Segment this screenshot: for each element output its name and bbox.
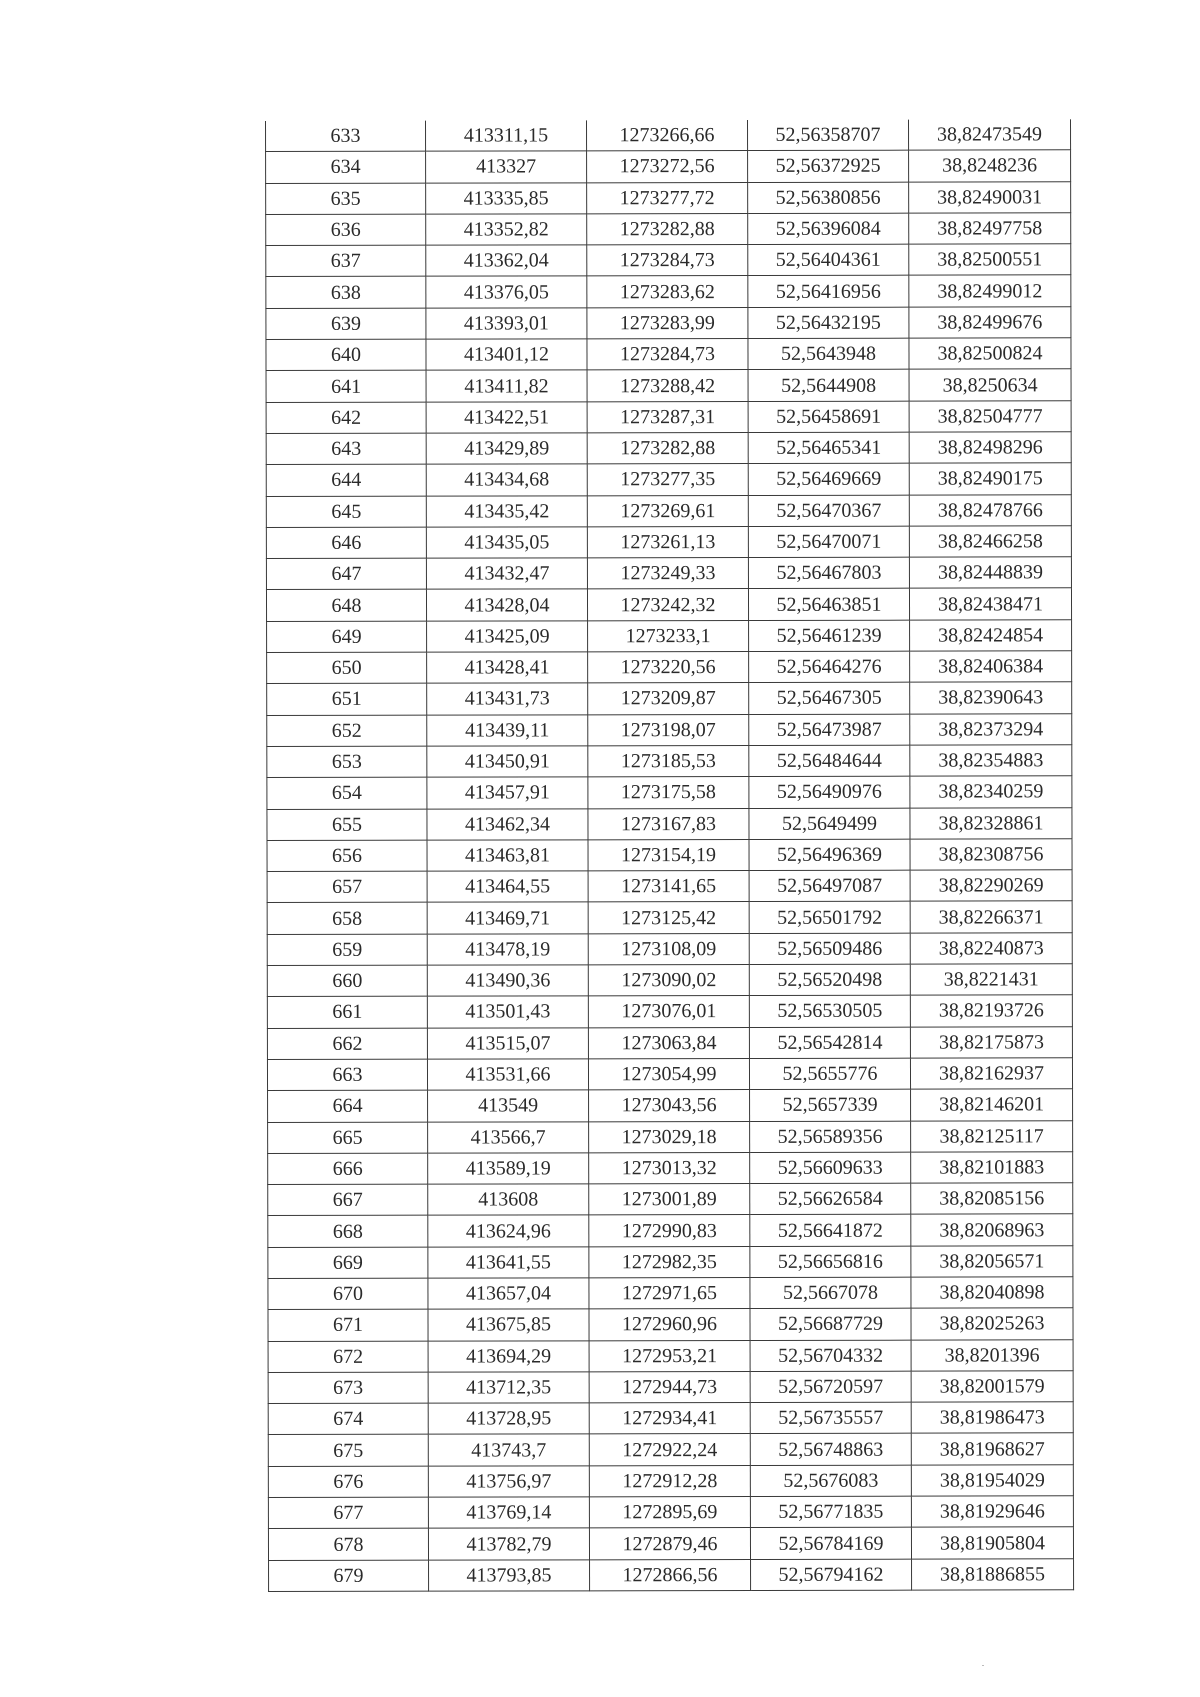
point-number-cell: 644 <box>266 464 426 496</box>
point-number-cell: 643 <box>266 433 426 465</box>
latitude-cell: 52,56432195 <box>748 307 909 339</box>
coordinates-table-page <box>265 119 1073 1592</box>
x-coordinate-cell: 413469,71 <box>427 902 588 934</box>
coordinates-table <box>265 119 1074 1592</box>
x-coordinate-cell: 413457,91 <box>427 777 588 809</box>
x-coordinate-cell: 413712,35 <box>428 1372 589 1404</box>
point-number-cell: 639 <box>266 308 426 340</box>
point-number-cell: 676 <box>268 1466 428 1498</box>
y-coordinate-cell: 1273242,32 <box>587 589 748 621</box>
longitude-cell: 38,82490175 <box>909 463 1071 495</box>
x-coordinate-cell: 413428,41 <box>427 652 588 684</box>
table-row <box>268 1465 1073 1498</box>
longitude-cell: 38,82424854 <box>910 620 1072 652</box>
longitude-cell: 38,82499676 <box>909 307 1071 339</box>
longitude-cell: 38,82290269 <box>910 870 1072 902</box>
point-number-cell: 673 <box>268 1372 428 1404</box>
x-coordinate-cell: 413422,51 <box>426 401 587 433</box>
point-number-cell: 674 <box>268 1403 428 1435</box>
point-number-cell: 636 <box>266 214 426 246</box>
longitude-cell: 38,82266371 <box>910 901 1072 933</box>
y-coordinate-cell: 1273185,53 <box>588 745 749 777</box>
longitude-cell: 38,82390643 <box>910 682 1072 714</box>
longitude-cell: 38,82085156 <box>911 1183 1073 1215</box>
latitude-cell: 52,56470367 <box>748 495 909 527</box>
longitude-cell: 38,82504777 <box>909 400 1071 432</box>
table-row <box>267 933 1072 966</box>
point-number-cell: 650 <box>267 652 427 684</box>
x-coordinate-cell: 413501,43 <box>427 996 588 1028</box>
longitude-cell: 38,82500824 <box>909 338 1071 370</box>
point-number-cell: 634 <box>266 151 426 183</box>
table-row <box>268 1214 1073 1247</box>
longitude-cell: 38,8221431 <box>910 964 1072 996</box>
latitude-cell: 52,56467803 <box>748 557 909 589</box>
longitude-cell: 38,82040898 <box>911 1277 1073 1309</box>
y-coordinate-cell: 1273288,42 <box>587 370 748 402</box>
table-row <box>267 870 1072 903</box>
latitude-cell: 52,5676083 <box>750 1465 911 1497</box>
latitude-cell: 52,5657339 <box>750 1089 911 1121</box>
longitude-cell: 38,82490031 <box>909 181 1071 213</box>
latitude-cell: 52,56735557 <box>750 1402 911 1434</box>
x-coordinate-cell: 413464,55 <box>427 871 588 903</box>
table-row <box>266 369 1071 402</box>
latitude-cell: 52,56497087 <box>749 870 910 902</box>
table-row <box>266 244 1071 277</box>
x-coordinate-cell: 413694,29 <box>428 1340 589 1372</box>
latitude-cell: 52,56461239 <box>749 620 910 652</box>
x-coordinate-cell: 413431,73 <box>427 683 588 715</box>
x-coordinate-cell: 413434,68 <box>426 464 587 496</box>
y-coordinate-cell: 1272960,96 <box>589 1309 750 1341</box>
longitude-cell: 38,82068963 <box>911 1214 1073 1246</box>
coordinates-table-body <box>266 119 1074 1591</box>
y-coordinate-cell: 1273141,65 <box>588 871 749 903</box>
table-row <box>268 1433 1073 1466</box>
y-coordinate-cell: 1273269,61 <box>587 495 748 527</box>
x-coordinate-cell: 413782,79 <box>428 1528 589 1560</box>
point-number-cell: 658 <box>267 903 427 935</box>
x-coordinate-cell: 413462,34 <box>427 808 588 840</box>
longitude-cell: 38,82101883 <box>911 1152 1073 1184</box>
latitude-cell: 52,56358707 <box>747 120 908 151</box>
latitude-cell: 52,56464276 <box>749 651 910 683</box>
longitude-cell: 38,8250634 <box>909 369 1071 401</box>
y-coordinate-cell: 1273125,42 <box>588 902 749 934</box>
longitude-cell: 38,82478766 <box>909 494 1071 526</box>
table-row <box>268 1402 1073 1435</box>
x-coordinate-cell: 413490,36 <box>427 965 588 997</box>
latitude-cell: 52,56784169 <box>750 1528 911 1560</box>
y-coordinate-cell: 1273209,87 <box>588 683 749 715</box>
point-number-cell: 635 <box>266 183 426 215</box>
table-row <box>267 1058 1072 1091</box>
x-coordinate-cell: 413756,97 <box>428 1466 589 1498</box>
y-coordinate-cell: 1273277,35 <box>587 464 748 496</box>
latitude-cell: 52,56470071 <box>748 526 909 558</box>
y-coordinate-cell: 1273054,99 <box>588 1058 749 1090</box>
y-coordinate-cell: 1272922,24 <box>589 1434 750 1466</box>
latitude-cell: 52,56490976 <box>749 776 910 808</box>
y-coordinate-cell: 1273013,32 <box>589 1152 750 1184</box>
longitude-cell: 38,82448839 <box>909 557 1071 589</box>
y-coordinate-cell: 1273283,99 <box>587 307 748 339</box>
point-number-cell: 657 <box>267 871 427 903</box>
point-number-cell: 672 <box>268 1341 428 1373</box>
point-number-cell: 638 <box>266 277 426 309</box>
longitude-cell: 38,82497758 <box>909 213 1071 245</box>
x-coordinate-cell: 413435,42 <box>426 495 587 527</box>
longitude-cell: 38,82025263 <box>911 1308 1073 1340</box>
y-coordinate-cell: 1272982,35 <box>589 1246 750 1278</box>
point-number-cell: 641 <box>266 371 426 403</box>
x-coordinate-cell: 413411,82 <box>426 370 587 402</box>
latitude-cell: 52,56609633 <box>750 1152 911 1184</box>
latitude-cell: 52,56794162 <box>751 1559 912 1591</box>
latitude-cell: 52,56496369 <box>749 839 910 871</box>
point-number-cell: 663 <box>267 1059 427 1091</box>
point-number-cell: 647 <box>266 558 426 590</box>
table-row <box>266 494 1071 527</box>
latitude-cell: 52,56473987 <box>749 714 910 746</box>
x-coordinate-cell: 413728,95 <box>428 1403 589 1435</box>
point-number-cell: 648 <box>266 590 426 622</box>
y-coordinate-cell: 1272866,56 <box>590 1559 751 1591</box>
x-coordinate-cell: 413515,07 <box>427 1027 588 1059</box>
point-number-cell: 652 <box>267 715 427 747</box>
latitude-cell: 52,56380856 <box>748 182 909 214</box>
latitude-cell: 52,56396084 <box>748 213 909 245</box>
point-number-cell: 677 <box>268 1497 428 1529</box>
longitude-cell: 38,81986473 <box>911 1402 1073 1434</box>
y-coordinate-cell: 1273272,56 <box>587 151 748 183</box>
latitude-cell: 52,56467305 <box>749 682 910 714</box>
latitude-cell: 52,56372925 <box>748 150 909 182</box>
x-coordinate-cell: 413352,82 <box>426 214 587 246</box>
x-coordinate-cell: 413589,19 <box>428 1153 589 1185</box>
longitude-cell: 38,82328861 <box>910 807 1072 839</box>
latitude-cell: 52,56748863 <box>750 1434 911 1466</box>
longitude-cell: 38,82499012 <box>909 275 1071 307</box>
y-coordinate-cell: 1273001,89 <box>589 1184 750 1216</box>
x-coordinate-cell: 413401,12 <box>426 339 587 371</box>
point-number-cell: 659 <box>267 934 427 966</box>
y-coordinate-cell: 1273090,02 <box>588 965 749 997</box>
y-coordinate-cell: 1272990,83 <box>589 1215 750 1247</box>
y-coordinate-cell: 1273233,1 <box>588 620 749 652</box>
table-row <box>267 651 1072 684</box>
y-coordinate-cell: 1273282,88 <box>587 432 748 464</box>
y-coordinate-cell: 1273220,56 <box>588 652 749 684</box>
x-coordinate-cell: 413429,89 <box>426 433 587 465</box>
longitude-cell: 38,82308756 <box>910 839 1072 871</box>
longitude-cell: 38,81886855 <box>912 1558 1074 1590</box>
table-row <box>268 1496 1073 1529</box>
x-coordinate-cell: 413432,47 <box>426 558 587 590</box>
longitude-cell: 38,8248236 <box>909 150 1071 182</box>
y-coordinate-cell: 1273043,56 <box>589 1090 750 1122</box>
point-number-cell: 662 <box>267 1028 427 1060</box>
latitude-cell: 52,56641872 <box>750 1215 911 1247</box>
y-coordinate-cell: 1273063,84 <box>588 1027 749 1059</box>
latitude-cell: 52,56542814 <box>749 1027 910 1059</box>
latitude-cell: 52,56530505 <box>749 995 910 1027</box>
point-number-cell: 653 <box>267 746 427 778</box>
point-number-cell: 640 <box>266 339 426 371</box>
table-row <box>268 1089 1073 1122</box>
point-number-cell: 667 <box>268 1184 428 1216</box>
x-coordinate-cell: 413531,66 <box>427 1059 588 1091</box>
longitude-cell: 38,82240873 <box>910 933 1072 965</box>
x-coordinate-cell: 413450,91 <box>427 746 588 778</box>
x-coordinate-cell: 413376,05 <box>426 276 587 308</box>
latitude-cell: 52,56520498 <box>749 964 910 996</box>
latitude-cell: 52,56416956 <box>748 276 909 308</box>
latitude-cell: 52,56771835 <box>750 1496 911 1528</box>
y-coordinate-cell: 1273283,62 <box>587 276 748 308</box>
y-coordinate-cell: 1272879,46 <box>589 1528 750 1560</box>
x-coordinate-cell: 413657,04 <box>428 1278 589 1310</box>
table-row <box>269 1558 1074 1591</box>
longitude-cell: 38,82162937 <box>910 1058 1072 1090</box>
point-number-cell: 666 <box>268 1153 428 1185</box>
point-number-cell: 660 <box>267 965 427 997</box>
table-row <box>267 620 1072 653</box>
y-coordinate-cell: 1273108,09 <box>588 933 749 965</box>
table-row <box>268 1152 1073 1185</box>
x-coordinate-cell: 413608 <box>428 1184 589 1216</box>
table-row <box>266 432 1071 465</box>
latitude-cell: 52,5649499 <box>749 808 910 840</box>
y-coordinate-cell: 1273277,72 <box>587 182 748 214</box>
y-coordinate-cell: 1272934,41 <box>589 1403 750 1435</box>
longitude-cell: 38,82498296 <box>909 432 1071 464</box>
point-number-cell: 645 <box>266 496 426 528</box>
table-row <box>267 995 1072 1028</box>
point-number-cell: 669 <box>268 1247 428 1279</box>
longitude-cell: 38,82406384 <box>910 651 1072 683</box>
point-number-cell: 671 <box>268 1309 428 1341</box>
latitude-cell: 52,56484644 <box>749 745 910 777</box>
x-coordinate-cell: 413675,85 <box>428 1309 589 1341</box>
y-coordinate-cell: 1273076,01 <box>588 996 749 1028</box>
longitude-cell: 38,81929646 <box>911 1496 1073 1528</box>
table-row <box>266 526 1071 559</box>
x-coordinate-cell: 413549 <box>428 1090 589 1122</box>
latitude-cell: 52,5655776 <box>749 1058 910 1090</box>
y-coordinate-cell: 1273284,73 <box>587 245 748 277</box>
y-coordinate-cell: 1273261,13 <box>587 526 748 558</box>
point-number-cell: 649 <box>267 621 427 653</box>
table-row <box>267 682 1072 715</box>
y-coordinate-cell: 1273198,07 <box>588 714 749 746</box>
point-number-cell: 665 <box>268 1122 428 1154</box>
latitude-cell: 52,56656816 <box>750 1246 911 1278</box>
point-number-cell: 642 <box>266 402 426 434</box>
y-coordinate-cell: 1273287,31 <box>587 401 748 433</box>
table-row <box>267 839 1072 872</box>
table-row <box>267 713 1072 746</box>
scan-speck <box>982 1665 984 1666</box>
table-row <box>266 213 1071 246</box>
y-coordinate-cell: 1273154,19 <box>588 839 749 871</box>
y-coordinate-cell: 1273282,88 <box>587 213 748 245</box>
table-row <box>266 181 1071 214</box>
y-coordinate-cell: 1272953,21 <box>589 1340 750 1372</box>
latitude-cell: 52,5644908 <box>748 370 909 402</box>
point-number-cell: 661 <box>267 996 427 1028</box>
longitude-cell: 38,82001579 <box>911 1371 1073 1403</box>
latitude-cell: 52,56626584 <box>750 1183 911 1215</box>
table-row <box>266 275 1071 308</box>
y-coordinate-cell: 1273266,66 <box>586 120 747 151</box>
latitude-cell: 52,56501792 <box>749 902 910 934</box>
latitude-cell: 52,56463851 <box>748 589 909 621</box>
longitude-cell: 38,82125117 <box>911 1120 1073 1152</box>
x-coordinate-cell: 413362,04 <box>426 245 587 277</box>
longitude-cell: 38,82193726 <box>910 995 1072 1027</box>
point-number-cell: 637 <box>266 245 426 277</box>
table-row <box>268 1371 1073 1404</box>
point-number-cell: 675 <box>268 1435 428 1467</box>
longitude-cell: 38,82175873 <box>910 1026 1072 1058</box>
longitude-cell: 38,82466258 <box>909 526 1071 558</box>
longitude-cell: 38,8201396 <box>911 1339 1073 1371</box>
longitude-cell: 38,82373294 <box>910 713 1072 745</box>
table-row <box>267 1026 1072 1059</box>
table-row <box>266 557 1071 590</box>
x-coordinate-cell: 413393,01 <box>426 308 587 340</box>
y-coordinate-cell: 1272944,73 <box>589 1371 750 1403</box>
x-coordinate-cell: 413425,09 <box>427 621 588 653</box>
x-coordinate-cell: 413566,7 <box>428 1121 589 1153</box>
x-coordinate-cell: 413478,19 <box>427 934 588 966</box>
table-row <box>268 1527 1073 1560</box>
longitude-cell: 38,82354883 <box>910 745 1072 777</box>
y-coordinate-cell: 1273249,33 <box>587 558 748 590</box>
point-number-cell: 633 <box>266 121 426 152</box>
latitude-cell: 52,56465341 <box>748 432 909 464</box>
x-coordinate-cell: 413435,05 <box>426 527 587 559</box>
y-coordinate-cell: 1272895,69 <box>589 1497 750 1529</box>
x-coordinate-cell: 413439,11 <box>427 714 588 746</box>
longitude-cell: 38,81905804 <box>911 1527 1073 1559</box>
longitude-cell: 38,82056571 <box>911 1245 1073 1277</box>
latitude-cell: 52,56704332 <box>750 1340 911 1372</box>
table-row <box>267 776 1072 809</box>
x-coordinate-cell: 413335,85 <box>426 182 587 214</box>
latitude-cell: 52,5667078 <box>750 1277 911 1309</box>
x-coordinate-cell: 413641,55 <box>428 1247 589 1279</box>
table-row <box>268 1183 1073 1216</box>
x-coordinate-cell: 413327 <box>426 151 587 183</box>
point-number-cell: 668 <box>268 1216 428 1248</box>
x-coordinate-cell: 413624,96 <box>428 1215 589 1247</box>
latitude-cell: 52,56458691 <box>748 401 909 433</box>
point-number-cell: 656 <box>267 840 427 872</box>
longitude-cell: 38,81954029 <box>911 1465 1073 1497</box>
y-coordinate-cell: 1273029,18 <box>589 1121 750 1153</box>
point-number-cell: 678 <box>268 1529 428 1561</box>
table-row <box>268 1245 1073 1278</box>
y-coordinate-cell: 1273175,58 <box>588 777 749 809</box>
table-row <box>267 745 1072 778</box>
point-number-cell: 646 <box>266 527 426 559</box>
x-coordinate-cell: 413428,04 <box>426 589 587 621</box>
table-row <box>268 1277 1073 1310</box>
point-number-cell: 651 <box>267 684 427 716</box>
latitude-cell: 52,5643948 <box>748 338 909 370</box>
latitude-cell: 52,56589356 <box>750 1121 911 1153</box>
longitude-cell: 38,82146201 <box>911 1089 1073 1121</box>
x-coordinate-cell: 413311,15 <box>425 120 586 151</box>
latitude-cell: 52,56687729 <box>750 1308 911 1340</box>
table-row <box>268 1308 1073 1341</box>
latitude-cell: 52,56404361 <box>748 244 909 276</box>
table-row <box>266 307 1071 340</box>
latitude-cell: 52,56469669 <box>748 463 909 495</box>
y-coordinate-cell: 1272971,65 <box>589 1277 750 1309</box>
point-number-cell: 679 <box>269 1560 429 1592</box>
longitude-cell: 38,82340259 <box>910 776 1072 808</box>
x-coordinate-cell: 413793,85 <box>429 1559 590 1591</box>
table-row <box>266 400 1071 433</box>
table-row <box>266 150 1071 183</box>
longitude-cell: 38,82473549 <box>908 119 1070 150</box>
point-number-cell: 664 <box>268 1090 428 1122</box>
table-row <box>266 338 1071 371</box>
longitude-cell: 38,81968627 <box>911 1433 1073 1465</box>
table-row <box>267 807 1072 840</box>
y-coordinate-cell: 1272912,28 <box>589 1465 750 1497</box>
table-row <box>266 119 1071 151</box>
y-coordinate-cell: 1273284,73 <box>587 339 748 371</box>
x-coordinate-cell: 413743,7 <box>428 1434 589 1466</box>
longitude-cell: 38,82438471 <box>909 588 1071 620</box>
y-coordinate-cell: 1273167,83 <box>588 808 749 840</box>
latitude-cell: 52,56509486 <box>749 933 910 965</box>
table-row <box>267 964 1072 997</box>
latitude-cell: 52,56720597 <box>750 1371 911 1403</box>
point-number-cell: 654 <box>267 777 427 809</box>
table-row <box>268 1339 1073 1372</box>
point-number-cell: 655 <box>267 809 427 841</box>
x-coordinate-cell: 413463,81 <box>427 840 588 872</box>
table-row <box>266 463 1071 496</box>
x-coordinate-cell: 413769,14 <box>428 1497 589 1529</box>
table-row <box>266 588 1071 621</box>
table-row <box>268 1120 1073 1153</box>
table-row <box>267 901 1072 934</box>
longitude-cell: 38,82500551 <box>909 244 1071 276</box>
point-number-cell: 670 <box>268 1278 428 1310</box>
